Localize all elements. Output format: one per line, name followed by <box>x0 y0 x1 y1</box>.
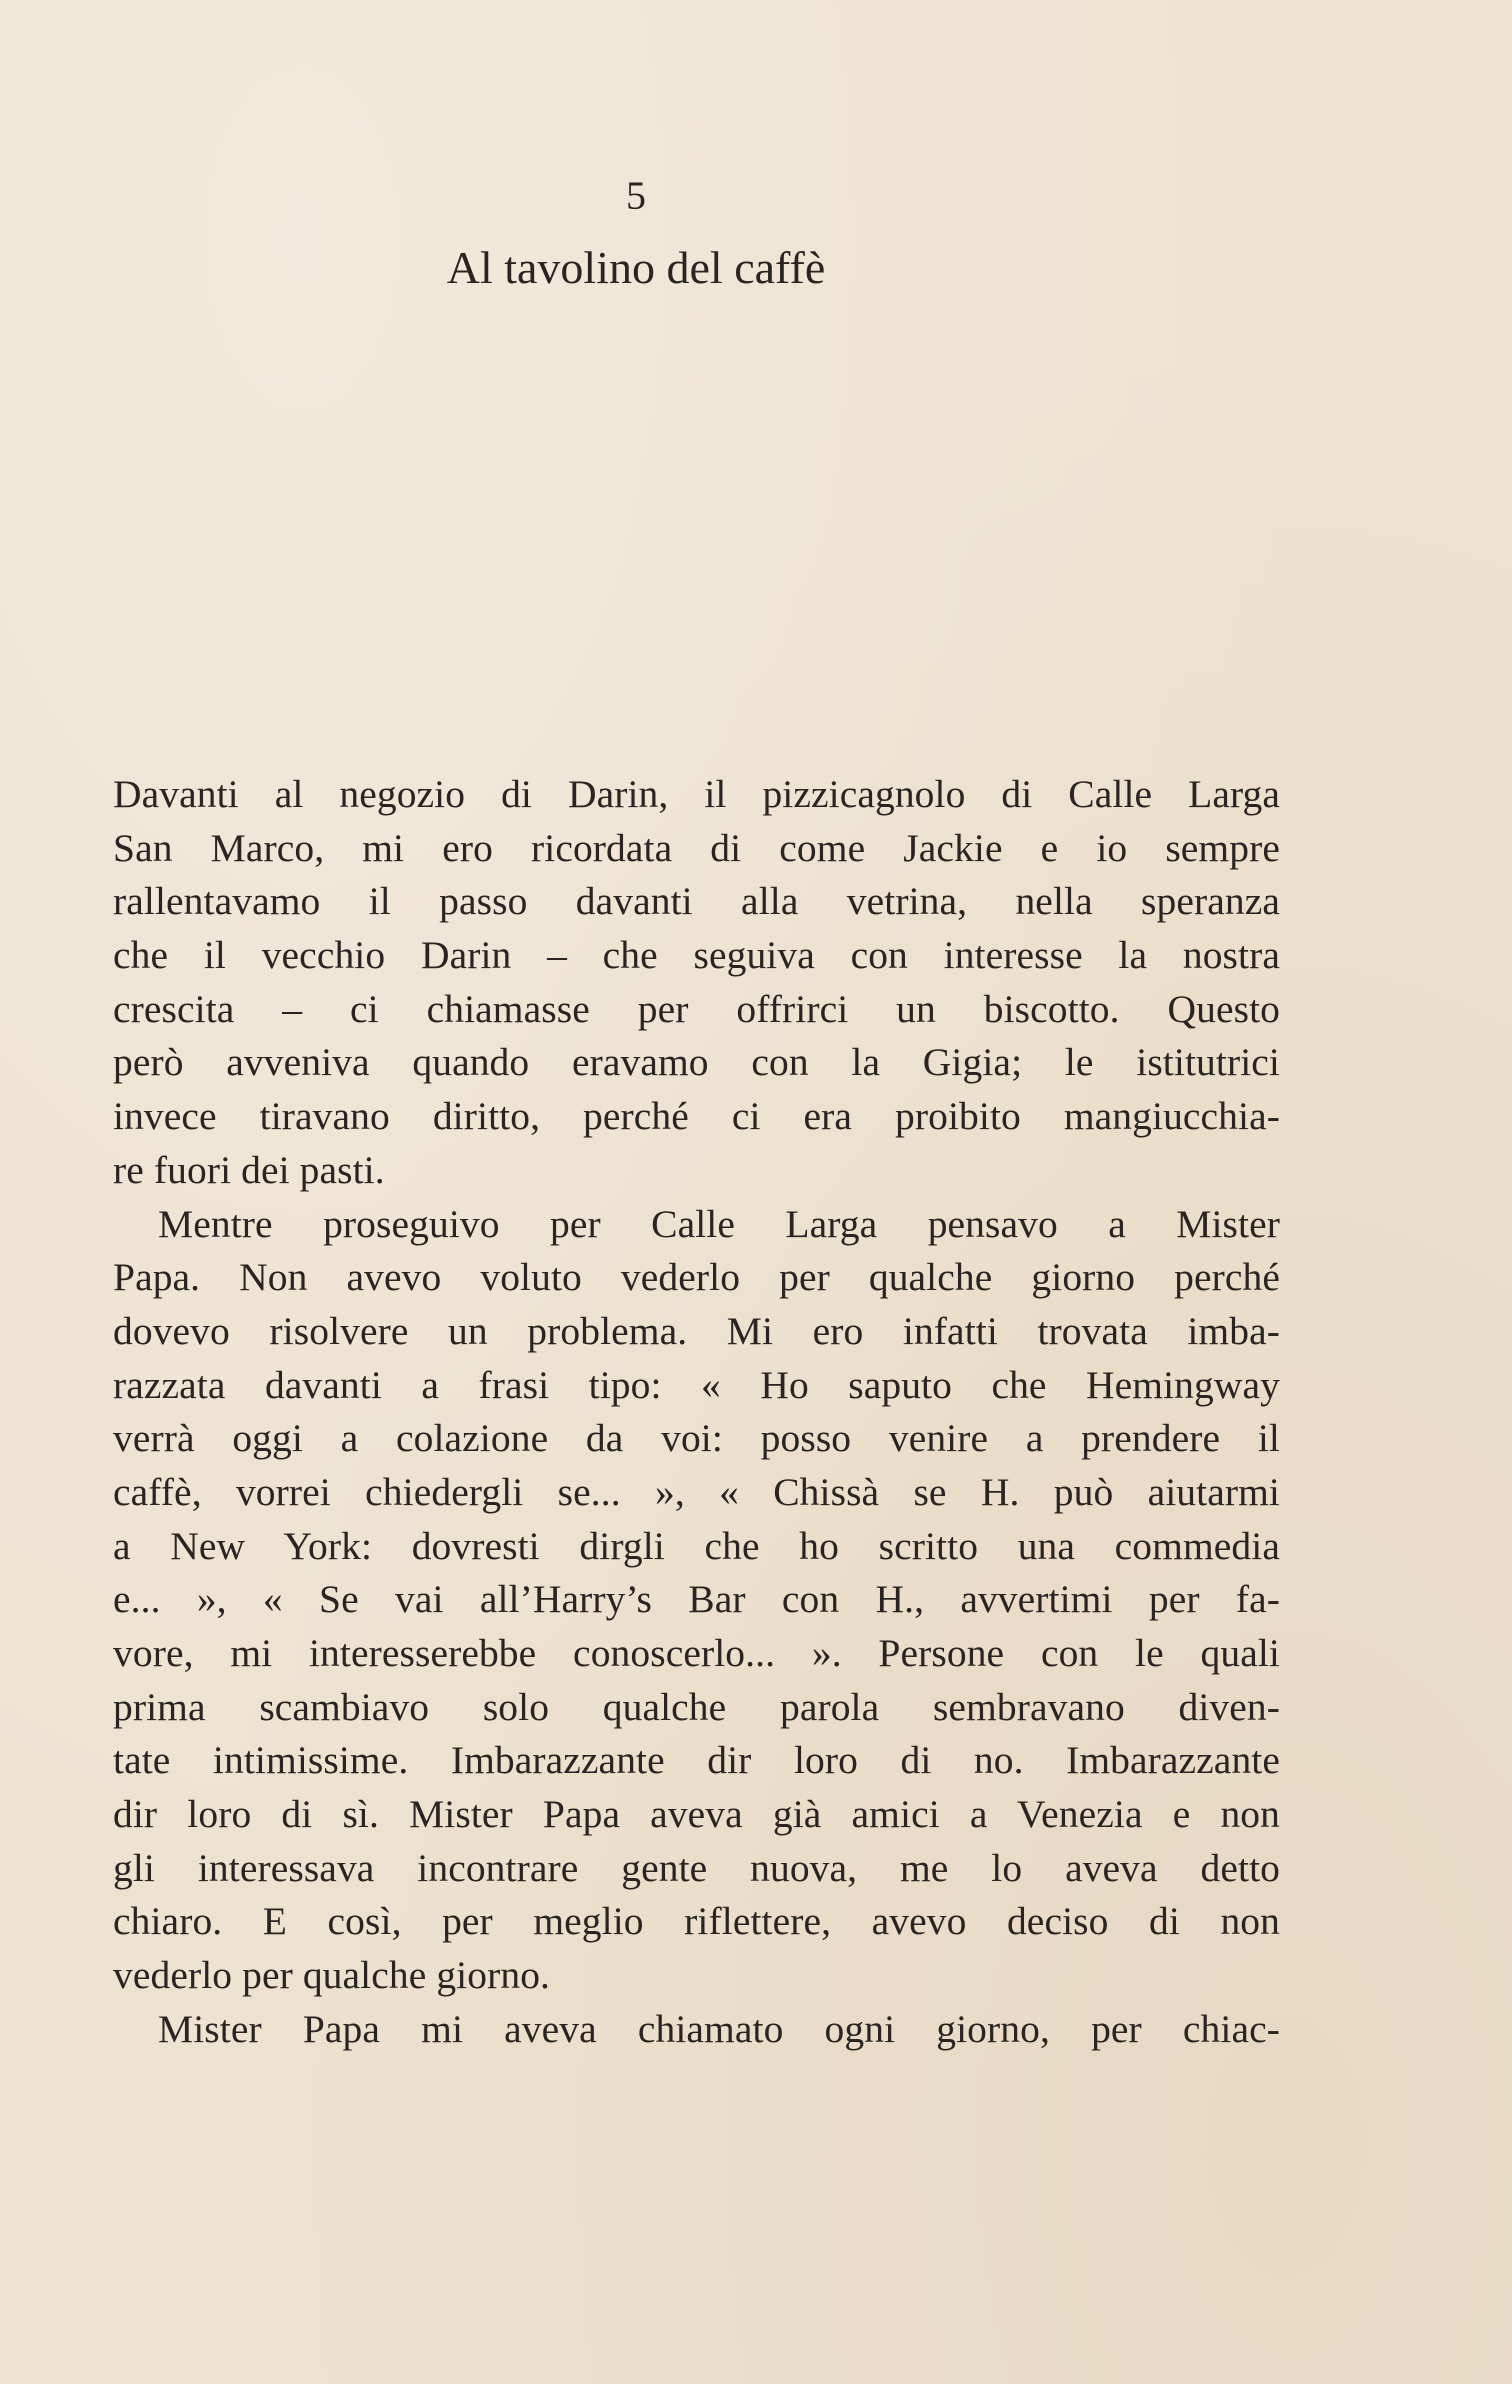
text-line: San Marco, mi ero ricordata di come Jackie e io sempre <box>113 825 1280 870</box>
text-line: gli interessava incontrare gente nuova, me lo aveva detto <box>113 1845 1280 1890</box>
chapter-number: 5 <box>626 173 646 218</box>
text-line: a New York: dovresti dirgli che ho scritto una commedia <box>113 1523 1280 1568</box>
paragraph <box>113 768 1280 1198</box>
text-line: razzata davanti a frasi tipo: « Ho saputo che Hemingway <box>113 1362 1280 1407</box>
text-line: però avveniva quando eravamo con la Gigia; le istitutrici <box>113 1040 1280 1085</box>
body-text <box>113 768 1280 2057</box>
text-line: e... », « Se vai all’Harry’s Bar con H., avvertimi per fa- <box>113 1577 1280 1622</box>
text-line: prima scambiavo solo qualche parola sembravano diven- <box>113 1684 1280 1729</box>
text-line: vederlo per qualche giorno. <box>113 1953 551 1998</box>
text-line: verrà oggi a colazione da voi: posso venire a prendere il <box>113 1416 1280 1461</box>
text-line: rallentavamo il passo davanti alla vetrina, nella speranza <box>113 879 1280 924</box>
text-line: tate intimissime. Imbarazzante dir loro di no. Imbarazzante <box>113 1738 1280 1783</box>
text-line: Davanti al negozio di Darin, il pizzicagnolo di Calle Larga <box>113 772 1280 816</box>
text-line: Papa. Non avevo voluto vederlo per qualche giorno perché <box>113 1255 1280 1300</box>
text-line: Mister Papa mi aveva chiamato ogni giorno, per chiac- <box>158 2006 1280 2051</box>
text-line: dir loro di sì. Mister Papa aveva già amici a Venezia e non <box>113 1792 1280 1837</box>
text-line: dovevo risolvere un problema. Mi ero infatti trovata imba- <box>113 1308 1280 1353</box>
paragraph <box>113 2003 1280 2057</box>
text-line: crescita – ci chiamasse per offrirci un biscotto. Questo <box>113 986 1280 1031</box>
text-line: chiaro. E così, per meglio riflettere, avevo deciso di non <box>113 1899 1280 1944</box>
text-line: invece tiravano diritto, perché ci era proibito mangiucchia- <box>113 1094 1280 1139</box>
paragraph <box>113 1198 1280 2003</box>
chapter-title: Al tavolino del caffè <box>446 242 826 293</box>
text-line: caffè, vorrei chiedergli se... », « Chissà se H. può aiutarmi <box>113 1469 1280 1514</box>
text-line: Mentre proseguivo per Calle Larga pensavo a Mister <box>158 1201 1280 1246</box>
text-line: che il vecchio Darin – che seguiva con interesse la nostra <box>113 933 1280 978</box>
text-line: vore, mi interesserebbe conoscerlo... ». Persone con le quali <box>113 1631 1280 1675</box>
text-line: re fuori dei pasti. <box>113 1147 385 1192</box>
